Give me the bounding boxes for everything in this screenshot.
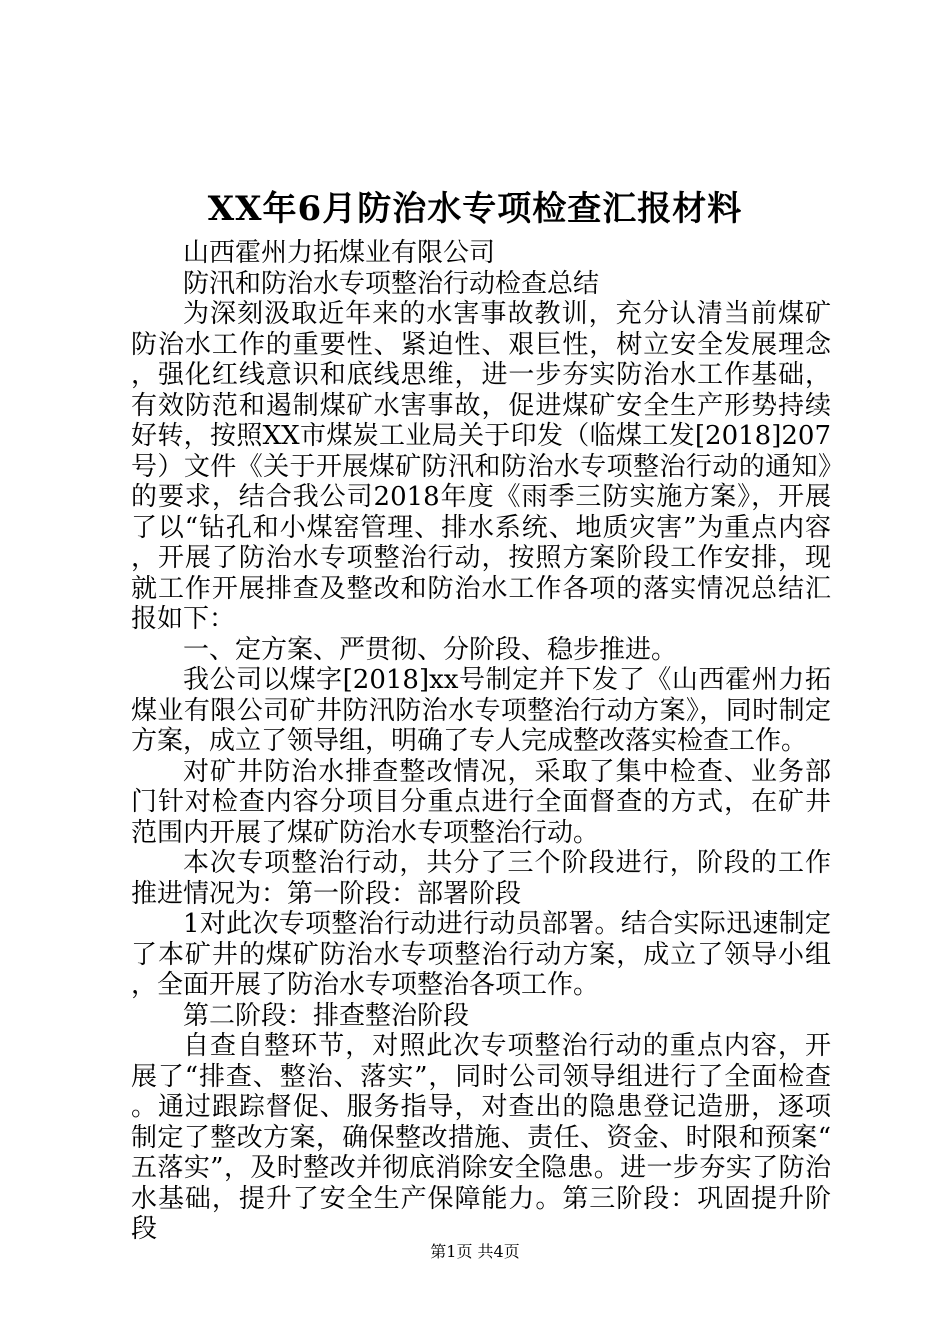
page-footer: 第1页 共4页 (430, 1242, 520, 1261)
document-body (131, 238, 831, 1245)
stage-heading: 第二阶段：排查整治阶段 (183, 1000, 470, 1031)
body-paragraph: 我公司以煤字[2018]xx号制定并下发了《山西霍州力拓煤业有限公司矿井防汛防治水专项整治行动方案》，同时制定方案，成立了领导组，明确了专人完成整改落实检查工作。 (131, 665, 831, 756)
subtitle-line: 防汛和防治水专项整治行动检查总结 (183, 268, 600, 299)
document-title: XX年6月防治水专项检查汇报材料 (207, 189, 743, 229)
body-paragraph: 本次专项整治行动，共分了三个阶段进行，阶段的工作推进情况为：第一阶段：部署阶段 (131, 848, 831, 909)
body-paragraph: 为深刻汲取近年来的水害事故教训，充分认清当前煤矿防治水工作的重要性、紧迫性、艰巨性，树立安全发展理念，强化红线意识和底线思维，进一步夯实防治水工作基础，有效防范和遏制煤矿水害事故，促进煤矿安全生产形势持续好转，按照XX市煤炭工业局关于印发（临煤工发[2018]207号）文件《关于开展煤矿防汛和防治水专项整治行动的通知》的要求，结合我公司2018年度《雨季三防实施方案》，开展了以“钻孔和小煤窑管理、排水系统、地质灾害”为重点内容，开展了防治水专项整治行动，按照方案阶段工作安排，现就工作开展排查及整改和防治水工作各项的落实情况总结汇报如下： (131, 299, 831, 634)
body-paragraph: 1对此次专项整治行动进行动员部署。结合实际迅速制定了本矿井的煤矿防治水专项整治行动方案，成立了领导小组，全面开展了防治水专项整治各项工作。 (131, 909, 831, 1000)
company-name-line: 山西霍州力拓煤业有限公司 (183, 238, 496, 268)
body-paragraph: 自查自整环节，对照此次专项整治行动的重点内容，开展了“排查、整治、落实”，同时公司领导组进行了全面检查。通过跟踪督促、服务指导，对查出的隐患登记造册，逐项制定了整改方案，确保整改措施、责任、资金、时限和预案“五落实”，及时整改并彻底消除安全隐患。进一步夯实了防治水基础，提升了安全生产保障能力。第三阶段：巩固提升阶段 (131, 1031, 831, 1244)
body-paragraph: 对矿井防治水排查整改情况，采取了集中检查、业务部门针对检查内容分项目分重点进行全面督查的方式，在矿井范围内开展了煤矿防治水专项整治行动。 (131, 756, 831, 848)
section-heading: 一、定方案、严贯彻、分阶段、稳步推进。 (183, 634, 678, 665)
